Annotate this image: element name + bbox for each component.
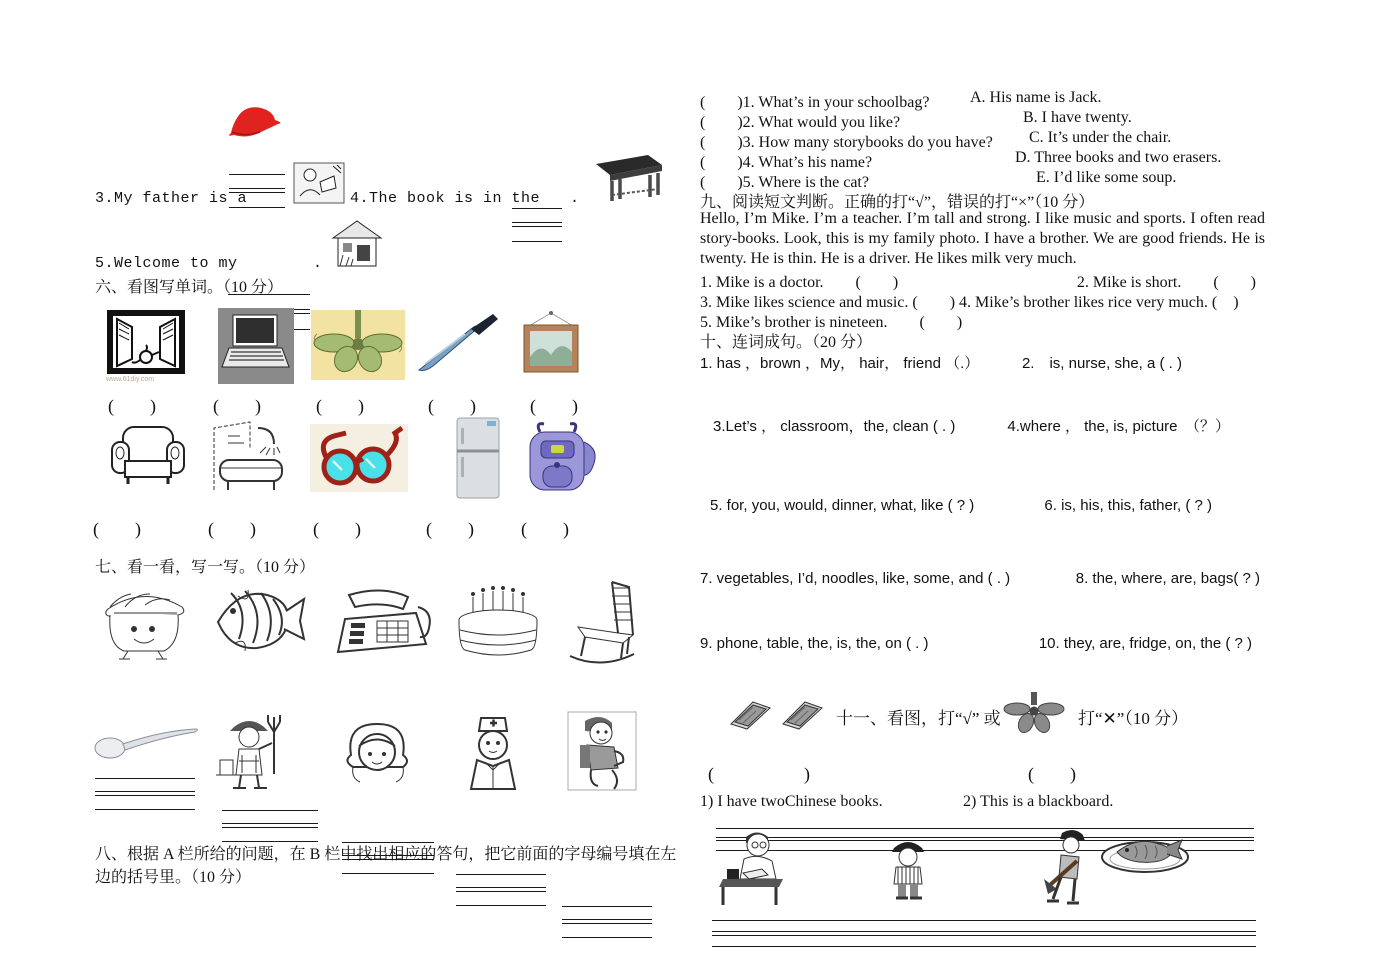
period: . [570, 190, 580, 207]
bathroom-image [206, 418, 294, 498]
question-5-text: 5.Welcome to my [95, 255, 238, 272]
section-10-title: 十、连词成句。（20 分） [700, 334, 873, 351]
writing-lines [562, 906, 652, 938]
word-order-item: 10. they, are, fridge, on, the ( ? ) [1038, 635, 1252, 652]
red-hat-icon [225, 103, 287, 139]
match-question: ( )3. How many storybooks do you have? [700, 134, 993, 151]
question-3-text: 3.My father is a [95, 190, 248, 207]
armchair-image [108, 420, 188, 494]
match-answer: B. I have twenty. [1023, 109, 1132, 126]
word-order-item: 2. is, nurse, she, a ( . ) [1021, 355, 1182, 372]
boy-standing-image [884, 836, 932, 904]
judge-sentence-1: 1) I have twoChinese books. [700, 793, 883, 810]
birthday-cake-image [452, 582, 544, 662]
boy-writing-at-desk-image [713, 828, 791, 906]
judge-item: 5. Mike’s brother is nineteen. ( ) [700, 314, 963, 331]
spoon-image [93, 722, 201, 760]
writing-lines [95, 778, 195, 810]
notebook-icon [727, 698, 773, 731]
word-order-item: 4.where ， the, is, picture （？） [1007, 418, 1230, 435]
word-order-item: 1. has ，brown ，My， hair， friend （.） [700, 355, 980, 372]
girl-image [338, 716, 416, 790]
writing-lines [229, 174, 285, 208]
watermark-text: www.61diy.com [106, 376, 155, 383]
electric-fan-image [311, 310, 405, 380]
match-answer: A. His name is Jack. [970, 89, 1102, 106]
word-order-item: 9. phone, table, the, is, the, on ( . ) [700, 635, 929, 652]
match-answer: E. I’d like some soup. [1036, 169, 1177, 186]
fish-on-plate-image [1100, 831, 1190, 875]
answer-paren: ( ) [316, 396, 364, 416]
match-question: ( )2. What would you like? [700, 114, 901, 131]
rocking-chair-image [562, 576, 640, 666]
electric-fan-gray-icon [1003, 692, 1065, 734]
section-9-title: 九、阅读短文判断。正确的打“√”，错误的打“×”（10 分） [700, 194, 1095, 211]
telephone-image [328, 588, 440, 662]
writing-lines [222, 810, 318, 842]
word-order-row [700, 352, 1260, 373]
rice-bowl-image [93, 582, 195, 662]
judge-item: 3. Mike likes science and music. ( ) 4. Mike’s brother likes rice very much. ( ) [700, 294, 1239, 311]
answer-paren: ( ) [428, 396, 476, 416]
match-question: ( )4. What’s his name? [700, 154, 873, 171]
section-11-title-right: 打“✕”（10 分） [1078, 709, 1189, 728]
fish-image [208, 576, 308, 664]
judge-item: 1. Mike is a doctor. ( ) [700, 274, 899, 291]
writing-lines [512, 208, 562, 242]
section-11-title-left: 十一、看图，打“√” 或 [836, 709, 1001, 728]
word-order-row [700, 497, 1260, 514]
match-question: ( )1. What’s in your schoolbag? [700, 94, 930, 111]
nurse-image [456, 712, 530, 790]
answer-paren: ( ) [313, 519, 361, 539]
word-order-row [700, 635, 1260, 652]
picture-frame-image [518, 310, 584, 384]
reading-passage: Hello, I’m Mike. I’m a teacher. I’m tall and strong. I like music and sports. I often read story-books. Look, this is my family photo. I have a brother. We are good friends. He is twenty. He is thin. He is a driver. He likes milk very much. [700, 210, 1265, 267]
word-order-item: 5. for, you, would, dinner, what, like ( ? ) [710, 497, 975, 514]
knife-image [413, 312, 503, 376]
laptop-image [218, 308, 294, 384]
farmer-digging-image [1032, 826, 1094, 906]
writing-lines [712, 920, 1256, 947]
fridge-image [452, 416, 504, 500]
question-4-text: 4.The book is in the [350, 190, 541, 207]
period: . [313, 255, 323, 272]
answer-paren: ( ) [208, 519, 256, 539]
word-order-item: 8. the, where, are, bags( ? ) [1075, 570, 1260, 587]
match-question: ( )5. Where is the cat? [700, 174, 869, 191]
house-image [330, 218, 384, 270]
answer-paren: ( ) [1028, 764, 1076, 784]
word-order-row [700, 415, 1260, 436]
man-reading-image [293, 162, 345, 204]
answer-paren: ( ) [521, 519, 569, 539]
window-image [106, 310, 186, 383]
answer-paren: ( ) [530, 396, 578, 416]
boy-sitting-image [566, 710, 638, 792]
word-order-item: 3.Let’s ， classroom，the, clean ( . ) [713, 418, 956, 435]
desk-image [588, 150, 666, 205]
judge-item: 2. Mike is short. ( ) [1076, 274, 1256, 291]
answer-paren: ( ) [93, 519, 141, 539]
answer-paren: ( ) [708, 764, 810, 784]
farmer-image [212, 712, 290, 792]
answer-paren: ( ) [108, 396, 156, 416]
answer-paren: ( ) [426, 519, 474, 539]
section-6-title: 六、看图写单词。（10 分） [95, 279, 284, 296]
word-order-item: 6. is, his, this, father, ( ? ) [1044, 497, 1212, 514]
match-answer: C. It’s under the chair. [1029, 129, 1172, 146]
schoolbag-image [520, 420, 602, 498]
word-order-row [700, 570, 1260, 587]
word-order-item: 7. vegetables, I’d, noodles, like, some, and ( . ) [700, 570, 1011, 587]
match-answer: D. Three books and two erasers. [1015, 149, 1222, 166]
glasses-image [310, 424, 408, 492]
section-7-title: 七、看一看，写一写。（10 分） [95, 559, 316, 576]
judge-sentence-2: 2) This is a blackboard. [963, 793, 1114, 810]
section-8-title: 八、根据 A 栏所给的问题，在 B 栏中找出相应的答句，把它前面的字母编号填在左边的括号里。（10 分） [95, 846, 677, 886]
notebook-icon [779, 698, 825, 731]
answer-paren: ( ) [213, 396, 261, 416]
